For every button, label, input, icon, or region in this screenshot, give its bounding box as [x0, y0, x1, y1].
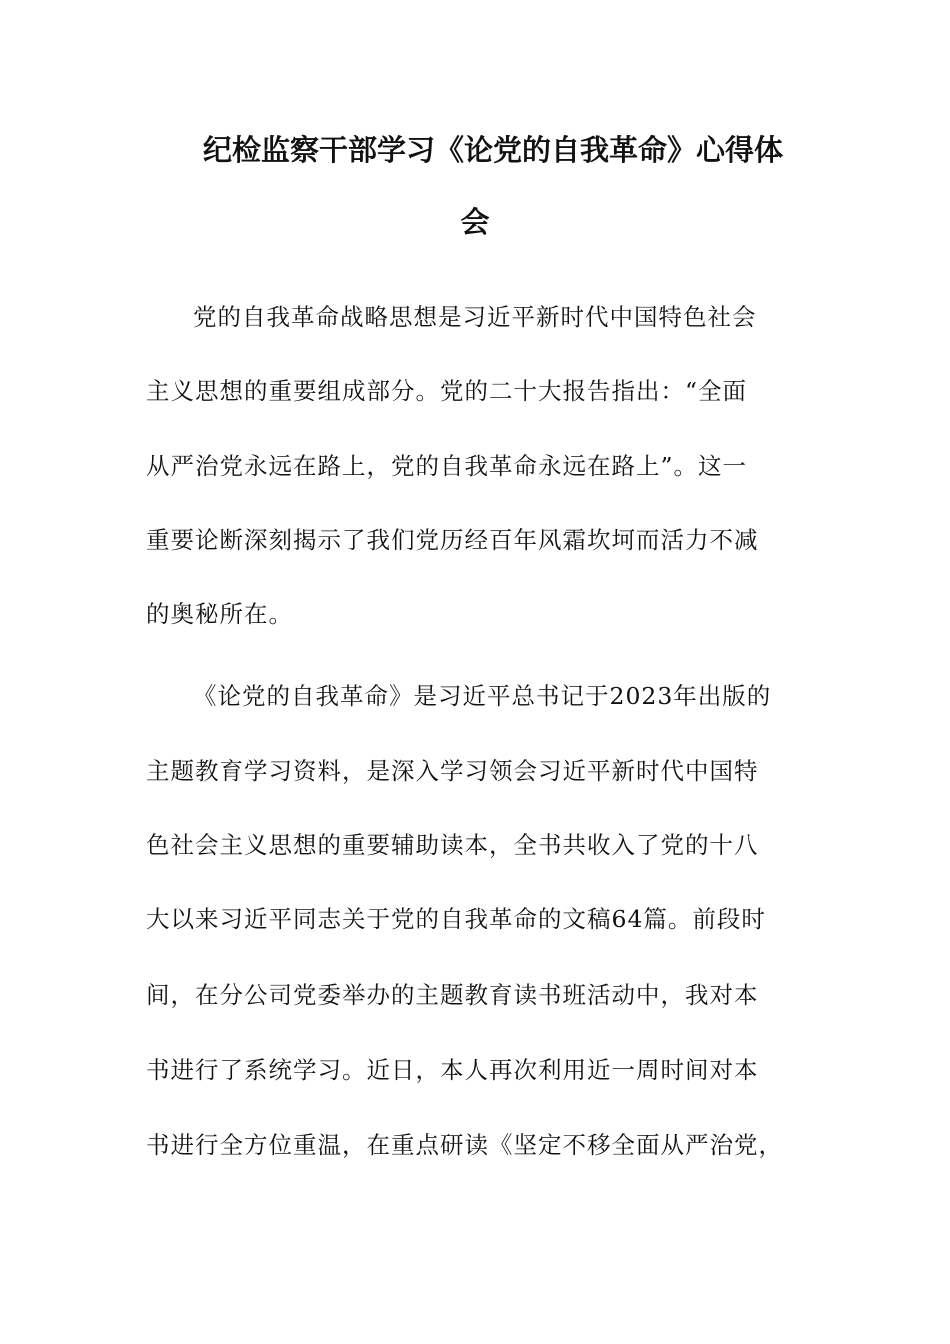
paragraph-2-line-6: 书进行了系统学习。近日，本人再次利用近一周时间对本	[146, 1056, 759, 1084]
document-title-line-1: 纪检监察干部学习《论党的自我革命》心得体	[202, 133, 783, 167]
paragraph-1-line-3: 从严治党永远在路上，党的自我革命永远在路上”。这一	[146, 452, 748, 480]
paragraph-2-line-5: 间，在分公司党委举办的主题教育读书班活动中，我对本	[146, 981, 759, 1009]
paragraph-1-line-5: 的奥秘所在。	[146, 600, 293, 628]
paragraph-2-line-1: 《论党的自我革命》是习近平总书记于2023年出版的	[193, 682, 772, 710]
paragraph-2-line-7: 书进行全方位重温，在重点研读《坚定不移全面从严治党，	[146, 1131, 783, 1159]
paragraph-2-line-2: 主题教育学习资料，是深入学习领会习近平新时代中国特	[146, 757, 759, 785]
paragraph-2-line-4: 大以来习近平同志关于党的自我革命的文稿64篇。前段时	[146, 905, 766, 933]
document-title-line-2: 会	[460, 205, 490, 239]
paragraph-1-line-2: 主义思想的重要组成部分。党的二十大报告指出：“全面	[146, 377, 748, 405]
paragraph-1-line-1: 党的自我革命战略思想是习近平新时代中国特色社会	[193, 303, 757, 331]
paragraph-2-line-3: 色社会主义思想的重要辅助读本，全书共收入了党的十八	[146, 831, 759, 859]
paragraph-1-line-4: 重要论断深刻揭示了我们党历经百年风霜坎坷而活力不减	[146, 526, 759, 554]
